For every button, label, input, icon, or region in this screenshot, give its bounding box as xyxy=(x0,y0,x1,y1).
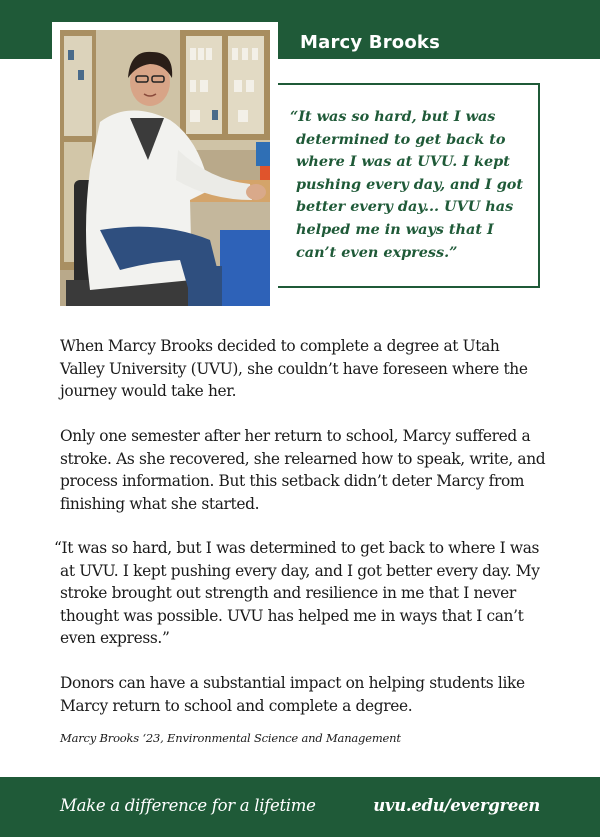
pull-quote: “It was so hard, but I was determined to get back to where I was at UVU. I kept pushing every day, and I got better every day... UVU has helped me in ways that I can’t even express.” xyxy=(290,108,524,261)
profile-name: Marcy Brooks xyxy=(300,32,441,53)
story-paragraph-1: When Marcy Brooks decided to complete a degree at Utah Valley University (UVU), she couldn’t have foreseen where the journey would take her. xyxy=(60,337,528,400)
footer-url-link[interactable]: uvu.edu/evergreen xyxy=(373,796,540,815)
story-quote-paragraph: “It was so hard, but I was determined to get back to where I was at UVU. I kept pushing every day, and I got better every day. My stroke brought out strength and resilience in me that I never thought was possible. UVU has helped me in ways that I can’t even express.” xyxy=(54,539,540,647)
story-paragraph-2: Only one semester after her return to school, Marcy suffered a stroke. As she recovered, she relearned how to speak, write, and process information. But this setback didn’t deter Marcy from finishing what she started. xyxy=(60,427,546,513)
footer-band xyxy=(0,777,600,837)
photo-caption: Marcy Brooks ‘23, Environmental Science and Management xyxy=(60,731,401,745)
profile-photo xyxy=(60,30,270,306)
story-paragraph-4: Donors can have a substantial impact on helping students like Marcy return to school and complete a degree. xyxy=(60,674,525,715)
footer-tagline: Make a difference for a lifetime xyxy=(60,796,316,815)
